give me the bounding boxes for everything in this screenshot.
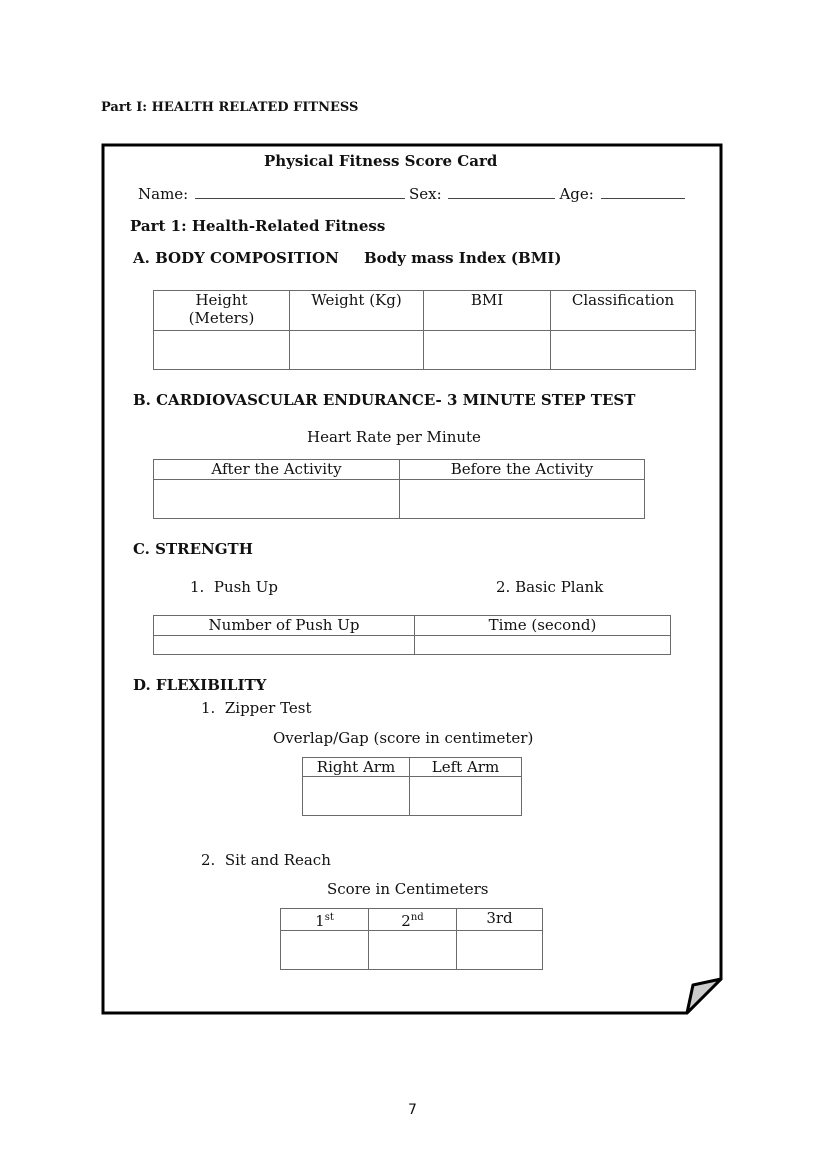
col-push-up: Number of Push Up <box>154 616 415 636</box>
bmi-subheading: Body mass Index (BMI) <box>364 249 562 267</box>
col-height: Height (Meters) <box>154 291 290 331</box>
zipper-caption: Overlap/Gap (score in centimeter) <box>273 729 534 747</box>
plank-time-cell[interactable] <box>415 636 671 655</box>
age-field[interactable] <box>601 186 685 199</box>
sit-reach-table <box>280 908 543 970</box>
col-classification: Classification <box>551 291 696 331</box>
section-d-heading: D. FLEXIBILITY <box>133 676 267 694</box>
name-label: Name: <box>138 185 189 203</box>
weight-cell[interactable] <box>290 331 424 370</box>
first-trial-cell[interactable] <box>281 931 369 970</box>
sit-reach-caption: Score in Centimeters <box>327 880 489 898</box>
right-arm-cell[interactable] <box>303 777 410 816</box>
col-weight: Weight (Kg) <box>290 291 424 331</box>
page-curl-icon <box>687 979 721 1013</box>
heart-rate-table <box>153 459 645 519</box>
classification-cell[interactable] <box>551 331 696 370</box>
basic-plank-label: 2. Basic Plank <box>496 578 604 596</box>
col-right-arm: Right Arm <box>303 758 410 777</box>
second-trial-cell[interactable] <box>369 931 457 970</box>
info-fields <box>138 185 689 203</box>
after-activity-cell[interactable] <box>154 480 400 519</box>
section-a-heading: A. BODY COMPOSITION <box>133 249 339 267</box>
section-b-heading: B. CARDIOVASCULAR ENDURANCE- 3 MINUTE STEP TEST <box>133 391 636 409</box>
third-trial-cell[interactable] <box>457 931 543 970</box>
col-before-activity: Before the Activity <box>400 460 645 480</box>
sit-reach-label: 2. Sit and Reach <box>201 851 331 869</box>
col-third-trial: 3rd <box>457 909 543 931</box>
bmi-table <box>153 290 696 370</box>
left-arm-cell[interactable] <box>410 777 522 816</box>
card-title: Physical Fitness Score Card <box>264 152 498 170</box>
col-time: Time (second) <box>415 616 671 636</box>
height-cell[interactable] <box>154 331 290 370</box>
col-left-arm: Left Arm <box>410 758 522 777</box>
name-field[interactable] <box>195 186 405 199</box>
before-activity-cell[interactable] <box>400 480 645 519</box>
zipper-table <box>302 757 522 816</box>
zipper-test-label: 1. Zipper Test <box>201 699 312 717</box>
col-first-trial: 1st <box>281 909 369 931</box>
sex-field[interactable] <box>448 186 555 199</box>
heart-rate-caption: Heart Rate per Minute <box>307 428 481 446</box>
strength-table <box>153 615 671 655</box>
push-up-label: 1. Push Up <box>190 578 278 596</box>
bmi-cell[interactable] <box>424 331 551 370</box>
age-label: Age: <box>559 185 594 203</box>
section-c-heading: C. STRENGTH <box>133 540 253 558</box>
sex-label: Sex: <box>409 185 442 203</box>
col-second-trial: 2nd <box>369 909 457 931</box>
card-subtitle: Part 1: Health-Related Fitness <box>130 217 386 235</box>
col-bmi: BMI <box>424 291 551 331</box>
push-up-cell[interactable] <box>154 636 415 655</box>
page-number: 7 <box>408 1102 417 1118</box>
col-after-activity: After the Activity <box>154 460 400 480</box>
part-heading: Part I: HEALTH RELATED FITNESS <box>101 100 359 115</box>
